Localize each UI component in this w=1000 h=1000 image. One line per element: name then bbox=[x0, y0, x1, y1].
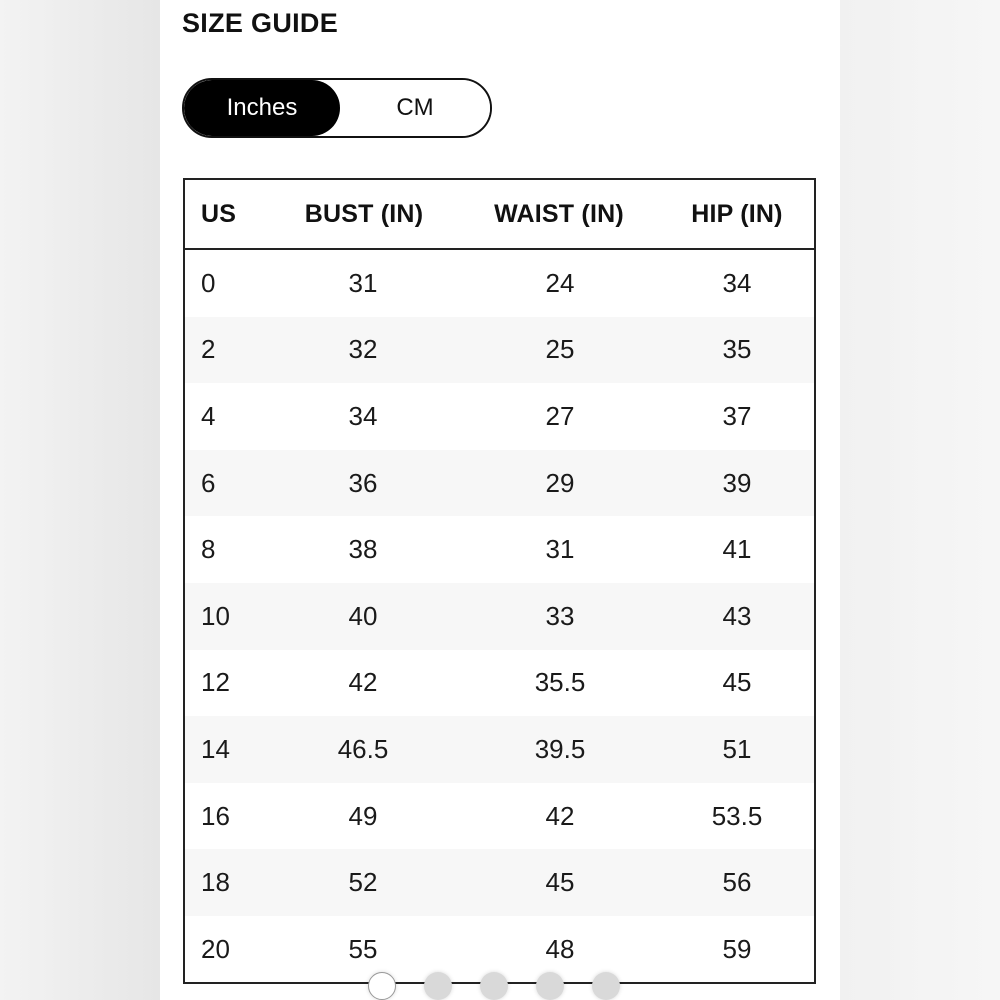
cell-us: 0 bbox=[201, 267, 216, 298]
cell-bust: 38 bbox=[348, 534, 378, 565]
cell-us: 2 bbox=[201, 334, 216, 365]
cell-us: 10 bbox=[201, 600, 230, 631]
cell-bust: 52 bbox=[348, 867, 378, 898]
cell-hip: 34 bbox=[722, 267, 752, 298]
table-header bbox=[185, 180, 814, 250]
column-header-bust: BUST (IN) bbox=[304, 199, 424, 228]
cell-waist: 45 bbox=[545, 867, 575, 898]
page-title: SIZE GUIDE bbox=[182, 8, 339, 38]
cell-hip: 37 bbox=[722, 400, 752, 431]
cell-hip: 43 bbox=[722, 600, 752, 631]
cell-hip: 59 bbox=[722, 933, 752, 964]
cell-us: 20 bbox=[201, 933, 230, 964]
cell-hip: 53.5 bbox=[711, 800, 763, 831]
cell-waist: 31 bbox=[545, 534, 575, 565]
table-body bbox=[185, 250, 814, 983]
cell-bust: 55 bbox=[348, 933, 378, 964]
cell-hip: 39 bbox=[722, 467, 752, 498]
cell-us: 8 bbox=[201, 534, 216, 565]
cell-bust: 46.5 bbox=[337, 733, 389, 764]
table-row bbox=[185, 383, 814, 450]
cell-waist: 39.5 bbox=[534, 733, 586, 764]
background-left bbox=[0, 0, 160, 1000]
cell-hip: 56 bbox=[722, 867, 752, 898]
table-row bbox=[185, 317, 814, 384]
pagination-dot[interactable] bbox=[424, 972, 452, 1000]
unit-option-cm[interactable]: CM bbox=[340, 80, 490, 136]
cell-us: 6 bbox=[201, 467, 216, 498]
background-right bbox=[840, 0, 1000, 1000]
cell-waist: 29 bbox=[545, 467, 575, 498]
cell-hip: 35 bbox=[722, 334, 752, 365]
table-row bbox=[185, 583, 814, 650]
cell-waist: 33 bbox=[545, 600, 575, 631]
cell-waist: 27 bbox=[545, 400, 575, 431]
pagination-dot[interactable] bbox=[368, 972, 396, 1000]
cell-bust: 34 bbox=[348, 400, 378, 431]
size-table bbox=[183, 178, 816, 984]
table-row bbox=[185, 516, 814, 583]
cell-us: 4 bbox=[201, 400, 216, 431]
table-row bbox=[185, 250, 814, 317]
cell-waist: 24 bbox=[545, 267, 575, 298]
cell-bust: 36 bbox=[348, 467, 378, 498]
cell-hip: 51 bbox=[722, 733, 752, 764]
cell-hip: 45 bbox=[722, 667, 752, 698]
table-row bbox=[185, 716, 814, 783]
cell-us: 12 bbox=[201, 667, 230, 698]
cell-waist: 25 bbox=[545, 334, 575, 365]
pagination-dot[interactable] bbox=[536, 972, 564, 1000]
cell-bust: 40 bbox=[348, 600, 378, 631]
carousel-pagination bbox=[368, 970, 628, 1000]
cell-hip: 41 bbox=[722, 534, 752, 565]
cell-bust: 31 bbox=[348, 267, 378, 298]
unit-toggle[interactable] bbox=[182, 78, 492, 138]
cell-bust: 32 bbox=[348, 334, 378, 365]
cell-waist: 35.5 bbox=[534, 667, 586, 698]
unit-option-inches[interactable]: Inches bbox=[184, 80, 340, 136]
column-header-hip: HIP (IN) bbox=[691, 199, 783, 228]
cell-us: 14 bbox=[201, 733, 230, 764]
table-row bbox=[185, 849, 814, 916]
column-header-waist: WAIST (IN) bbox=[494, 199, 624, 228]
cell-us: 18 bbox=[201, 867, 230, 898]
table-row bbox=[185, 450, 814, 517]
cell-waist: 42 bbox=[545, 800, 575, 831]
table-row bbox=[185, 783, 814, 850]
cell-us: 16 bbox=[201, 800, 230, 831]
cell-waist: 48 bbox=[545, 933, 575, 964]
cell-bust: 42 bbox=[348, 667, 378, 698]
pagination-dot[interactable] bbox=[592, 972, 620, 1000]
column-header-us: US bbox=[201, 199, 237, 228]
table-row bbox=[185, 650, 814, 717]
cell-bust: 49 bbox=[348, 800, 378, 831]
pagination-dot[interactable] bbox=[480, 972, 508, 1000]
